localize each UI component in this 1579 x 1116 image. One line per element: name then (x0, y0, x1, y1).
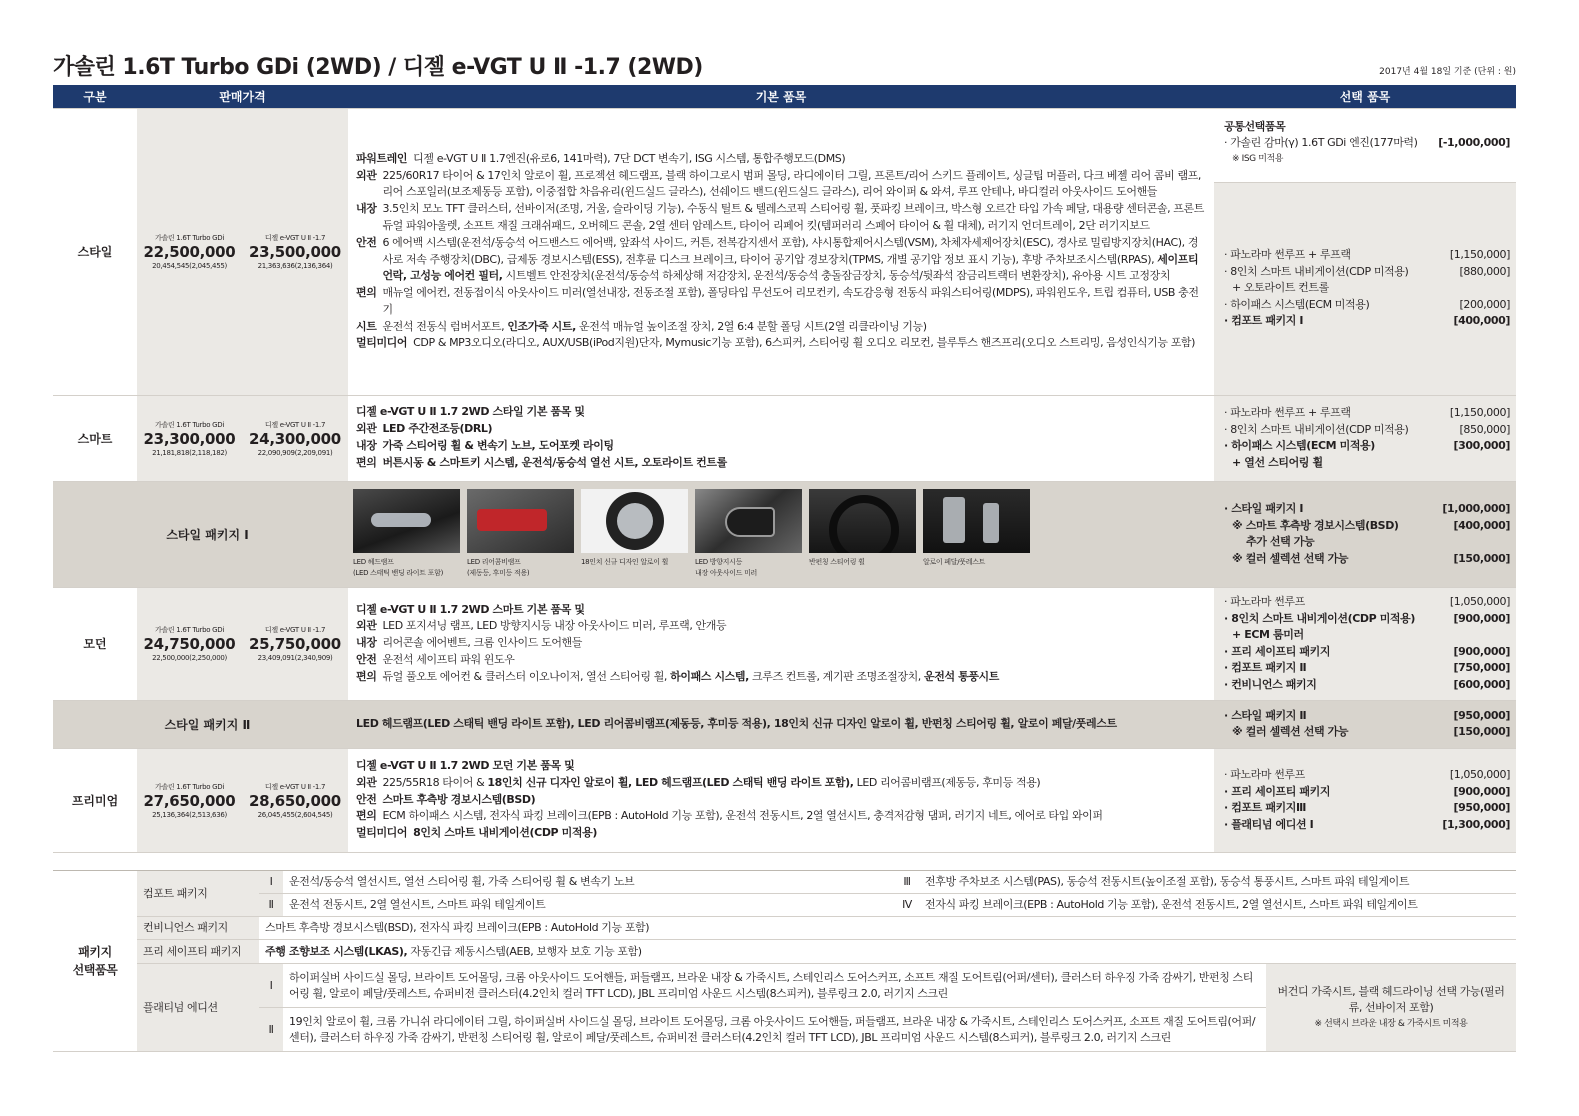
basic-items (348, 748, 1214, 852)
item-text: LED 리어콤비램프(제동등, 후미등 적용) (853, 775, 1041, 789)
package-number: Ⅳ (895, 894, 919, 917)
item-text-bold: 세이프티 언락, 고성능 에어컨 필터, (382, 252, 1199, 283)
option-price: [1,150,000] (1449, 406, 1510, 419)
engine-label: 가솔린 1.6T Turbo GDi (155, 626, 224, 634)
option-name: · 프리 세이프티 패키지 (1224, 644, 1331, 658)
header-basic: 기본 품목 (348, 85, 1214, 108)
option-price: [750,000] (1453, 661, 1510, 674)
engine-label: 가솔린 1.6T Turbo GDi (155, 782, 224, 791)
price-breakdown: 22,090,909(2,209,091) (257, 448, 333, 457)
option-name: ※ 컬러 셀렉션 선택 가능 (1232, 551, 1349, 565)
basic-head: 디젤 e-VGT U Ⅱ 1.7 2WD 모던 기본 품목 및 (356, 759, 575, 772)
price-value: 25,750,000 (249, 635, 341, 653)
item-text: LED 주간전조등(DRL) (382, 422, 493, 436)
option-name: · 컴포트 패키지 Ⅱ (1224, 661, 1307, 674)
item-label: 안전 (356, 652, 377, 666)
item-text: 시트벨트 안전장치(운전석/동승석 하체상해 저감장치, 운전석/동승석 충돌잠금장치, 동승석/뒷좌석 잠금리트랙터 변환장치), 유아용 시트 고정장치 (502, 269, 1171, 283)
item-text: 225/60R17 타이어 & 17인치 알로이 휠, 프로젝션 헤드램프, 블랙 하이그로시 범퍼 몰딩, 라디에이터 그릴, 프론트/리어 스키드 플레이트, 싱글팁 머플러, 다크 베젤 리어 콤비 램프, 리어 스포일러(보조제동등 포함), 이중접합 차음유리(윈드실드 글라스), 선쉐이드 밴드(윈드실드 글라스), 리어 와이퍼 & 와셔, 루프 안테나, 바디컬러 아웃사이드 도어핸들 (382, 168, 1202, 199)
option-name: · 8인치 스마트 내비게이션(CDP 미적용) (1224, 422, 1409, 436)
option-name: · 스타일 패키지 Ⅱ (1224, 708, 1307, 722)
price-value: 24,300,000 (249, 429, 341, 448)
option-name: · 하이패스 시스템(ECM 미적용) (1224, 297, 1370, 311)
package-content: 운전석/동승석 열선시트, 열선 스티어링 휠, 가죽 스티어링 휠 & 변속기 노브 (283, 871, 895, 894)
basic-head: 디젤 e-VGT U Ⅱ 1.7 2WD 스마트 기본 품목 및 (356, 602, 585, 616)
price-value: 24,750,000 (143, 635, 236, 653)
option-price: [1,050,000] (1449, 595, 1510, 608)
item-label: 시트 (356, 319, 377, 333)
item-label: 외관 (356, 168, 377, 182)
item-label: 안전 (356, 792, 377, 806)
option-name: · 컴포트 패키지 Ⅰ (1224, 314, 1304, 328)
price-value: 23,500,000 (249, 243, 341, 261)
price-breakdown: 20,454,545(2,045,455) (152, 262, 227, 270)
package-content: 19인치 알로이 휠, 크롬 가니쉬 라디에이터 그릴, 하이퍼실버 사이드실 몰딩, 브라이트 도어몰딩, 크롬 아웃사이드 도어핸들, 퍼들램프, 브라운 내장 & 가죽시트, 스테인리스 도어스커프, 소프트 재질 도어트림(어퍼/센터), 클러스터 하우징 가죽 감싸기, 반펀칭 스티어링 휠, 알로이 페달/풋레스트, 슈퍼비전 클러스터(4.2인치 컬러 TFT LCD), JBL 프리미엄 사운드 시스템(8스피커), 블루링크 2.0, 러기지 스크린 (283, 1008, 1266, 1052)
item-text: 운전석 전동식 럼버서포트, (382, 319, 508, 333)
item-label: 파워트레인 (356, 151, 408, 165)
option-price: [-1,000,000] (1438, 135, 1510, 149)
price-value: 22,500,000 (143, 243, 236, 261)
engine-label: 가솔린 1.6T Turbo GDi (155, 234, 224, 242)
package-content: 하이퍼실버 사이드실 몰딩, 브라이트 도어몰딩, 크롬 아웃사이드 도어핸들, 퍼들램프, 브라운 내장 & 가죽시트, 스테인리스 도어스커프, 소프트 재질 도어트림(어퍼/센터), 클러스터 하우징 가죽 감싸기, 반펀칭 스티어링 휠, 알로이 페달/풋레스트, 슈퍼비전 클러스터(4.2인치 컬러 TFT LCD), JBL 프리미엄 사운드 시스템(8스피커), 블루링크 2.0, 러기지 스크린 (283, 964, 1266, 1008)
package-photos (348, 481, 1214, 587)
option-name: ※ 스마트 후측방 경보시스템(BSD) (1232, 518, 1399, 532)
header-price: 판매가격 (137, 85, 348, 108)
photo-led-mirror: LED 방향지시등 내장 아웃사이드 미러 (695, 489, 802, 579)
package-section-title: 패키지 선택품목 (53, 871, 137, 1052)
item-label: 내장 (356, 439, 377, 452)
page-title: 가솔린 1.6T Turbo GDi (2WD) / 디젤 e-VGT U Ⅱ -1.7 (2WD) (53, 55, 703, 80)
engine-label: 디젤 e-VGT U Ⅱ -1.7 (264, 782, 326, 791)
item-text: 6 에어백 시스템(운전석/동승석 어드밴스드 에어백, 앞좌석 사이드, 커튼, 전복감지센서 포함), 샤시통합제어시스템(VSM), 차체자세제어장치(ESC), 경사로 밀림방지장치(HAC), 경사로 저속 주행장치(DBC), 급제동 경보시스템(ESS), 전후륜 디스크 브레이크, 타이어 공기압 경보장치(TPMS, 개별 공기압 정보 표시 기능), 후방 주차보조시스템(RPAS), (382, 235, 1199, 266)
option-name: · 파노라마 썬루프 + 루프랙 (1224, 406, 1351, 419)
option-price: [150,000] (1453, 725, 1510, 738)
burgundy-note: ※ 선택시 브라운 내장 & 가죽시트 미적용 (1314, 1018, 1468, 1029)
package-content: 전후방 주차보조 시스템(PAS), 동승석 전동시트(높이조절 포함), 동승석 통풍시트, 스마트 파워 테일게이트 (919, 871, 1516, 894)
style-options (1214, 183, 1516, 395)
style-package-2-row (53, 700, 1516, 748)
option-price: [300,000] (1453, 439, 1510, 452)
option-price: [600,000] (1453, 677, 1510, 691)
price-diesel (242, 587, 348, 700)
item-label: 편의 (356, 455, 377, 469)
option-price: [400,000] (1453, 314, 1510, 328)
package-name: 스타일 패키지 Ⅰ (53, 481, 348, 587)
option-name: · 가솔린 감마(γ) 1.6T GDi 엔진(177마력) (1224, 135, 1418, 149)
option-name: · 8인치 스마트 내비게이션(CDP 미적용) (1224, 264, 1409, 278)
package-1-options (1214, 481, 1516, 587)
price-value: 28,650,000 (249, 791, 341, 810)
package-2-items: LED 헤드램프(LED 스태틱 밴딩 라이트 포함), LED 리어콤비램프(제동등, 후미등 적용), 18인치 신규 디자인 알로이 휠, 반펀칭 스티어링 휠, 알로이 페달/풋레스트 (348, 700, 1214, 748)
price-diesel (242, 108, 348, 395)
trim-name: 스타일 (53, 108, 137, 395)
trim-name: 모던 (53, 587, 137, 700)
option-price: [950,000] (1453, 708, 1510, 722)
item-label: 멀티미디어 (356, 826, 408, 840)
price-gas (137, 395, 242, 481)
free-safety-package-label: 프리 세이프티 패키지 (137, 940, 259, 964)
price-breakdown: 21,181,818(2,118,182) (152, 448, 227, 457)
option-name: · 컨비니언스 패키지 (1224, 677, 1317, 691)
item-label: 내장 (356, 202, 377, 216)
trim-row-premium (53, 748, 1516, 852)
option-price: [950,000] (1453, 801, 1510, 814)
convenience-package-label: 컨비니언스 패키지 (137, 917, 259, 940)
item-text: ECM 하이패스 시스템, 전자식 파킹 브레이크(EPB : AutoHold 기능 포함), 운전석 전동시트, 2열 열선시트, 충격저감형 댐퍼, 러기지 네트, 에어로 타입 와이퍼 (382, 809, 1103, 823)
option-price: [1,150,000] (1449, 248, 1510, 262)
item-label: 멀티미디어 (356, 336, 408, 350)
photo-led-headlamp: LED 헤드램프 (LED 스태틱 밴딩 라이트 포함) (353, 489, 460, 579)
item-label: 편의 (356, 809, 377, 823)
item-text-bold: 운전석 통풍시트 (924, 669, 1000, 683)
options-cell (1214, 108, 1516, 395)
price-value: 27,650,000 (143, 791, 236, 810)
package-name: 스타일 패키지 Ⅱ (53, 700, 348, 748)
item-label: 외관 (356, 422, 377, 436)
option-name: · 스타일 패키지 Ⅰ (1224, 502, 1304, 515)
package-number: Ⅱ (259, 894, 283, 917)
item-text: 듀얼 풀오토 에어컨 & 클러스터 이오나이저, 열선 스티어링 휠, (382, 669, 671, 683)
item-text: 스마트 후측방 경보시스템(BSD) (382, 792, 536, 806)
option-note: ※ ISG 미적용 (1232, 153, 1284, 164)
option-price: [900,000] (1453, 644, 1510, 658)
item-text: 매뉴얼 에어컨, 전동접이식 아웃사이드 미러(열선내장, 전동조절 포함), 폴딩타입 무선도어 리모컨키, 속도감응형 전동식 파워스티어링(MDPS), 파워윈도우, 트립 컴퓨터, USB 충전기 (382, 286, 1199, 316)
item-text: 8인치 스마트 내비게이션(CDP 미적용) (413, 826, 597, 840)
option-name: · 하이패스 시스템(ECM 미적용) (1224, 439, 1375, 452)
price-breakdown: 22,500,000(2,250,000) (152, 654, 227, 662)
modern-options (1214, 587, 1516, 700)
package-content: 주행 조향보조 시스템(LKAS), 자동긴급 제동시스템(AEB, 보행자 보호 기능 포함) (259, 940, 1516, 964)
item-text: 225/55R18 타이어 & (382, 775, 488, 789)
smart-options (1214, 395, 1516, 481)
engine-label: 디젤 e-VGT U Ⅱ -1.7 (264, 234, 326, 242)
header-option: 선택 품목 (1214, 85, 1516, 108)
burgundy-option: 버건디 가죽시트, 블랙 헤드라이닝 선택 가능(필러류, 선바이저 포함) ※ 선택시 브라운 내장 & 가죽시트 미적용 (1266, 964, 1516, 1052)
price-diesel (242, 748, 348, 852)
package-number: Ⅱ (259, 1008, 283, 1052)
option-price: [900,000] (1453, 784, 1510, 798)
header-gubun: 구분 (53, 85, 137, 108)
item-text: 운전석 세이프티 파워 윈도우 (382, 652, 515, 666)
trim-row-style (53, 108, 1516, 395)
photo-alloy-pedal: 알로이 페달/풋레스트 (923, 489, 1030, 579)
comfort-package-label: 컴포트 패키지 (137, 871, 259, 917)
price-value: 23,300,000 (143, 429, 236, 448)
item-text: 운전석 매뉴얼 높이조절 장치, 2열 6:4 분할 폴딩 시트(2열 리클라이닝 기능) (575, 319, 927, 333)
option-name: · 프리 세이프티 패키지 (1224, 784, 1331, 798)
option-name: + 오토라이트 컨트롤 (1232, 281, 1329, 295)
option-price: [150,000] (1453, 551, 1510, 565)
option-name: · 파노라마 썬루프 (1224, 768, 1305, 781)
price-breakdown: 23,409,091(2,340,909) (257, 654, 333, 662)
photo-steering-wheel: 반펀칭 스티어링 휠 (809, 489, 916, 579)
item-label: 편의 (356, 286, 377, 300)
item-text: 디젤 e-VGT U Ⅱ 1.7엔진(유로6, 141마력), 7단 DCT 변속기, ISG 시스템, 통합주행모드(DMS) (413, 151, 846, 165)
item-text-bold: 18인치 신규 디자인 알로이 휠, LED 헤드램프(LED 스태틱 밴딩 라이트 포함), (487, 775, 854, 789)
option-name: · 8인치 스마트 내비게이션(CDP 미적용) (1224, 611, 1416, 625)
option-price: [1,300,000] (1442, 817, 1510, 831)
platinum-edition-label: 플래티넘 에디션 (137, 964, 259, 1052)
item-text: 3.5인치 모노 TFT 클러스터, 선바이저(조명, 거울, 슬라이딩 기능), 수동식 틸트 & 텔레스코픽 스티어링 휠, 풋파킹 브레이크, 박스형 오르간 타입 가속 페달, 대용량 센터콘솔, 프론트 듀얼 파워아울렛, 소프트 재질 크래쉬패드, 오버헤드 콘솔, 2열 센터 암레스트, 타이어 리페어 킷(템퍼러리 스페어 타이어 & 휠 대체), 러기지 언더트레이, 2단 러기지보드 (382, 202, 1204, 232)
package-number: Ⅰ (259, 871, 283, 894)
price-diesel (242, 395, 348, 481)
engine-label: 가솔린 1.6T Turbo GDi (155, 420, 224, 429)
option-name: ※ 컬러 셀렉션 선택 가능 (1232, 725, 1349, 738)
item-text-bold: 인조가죽 시트, (507, 319, 576, 333)
trim-row-smart (53, 395, 1516, 481)
price-breakdown: 21,363,636(2,136,364) (257, 262, 333, 270)
basic-head: 디젤 e-VGT U Ⅱ 1.7 2WD 스타일 기본 품목 및 (356, 405, 585, 419)
item-text: 가죽 스티어링 휠 & 변속기 노브, 도어포켓 라이팅 (382, 439, 614, 452)
option-name: · 파노라마 썬루프 + 루프랙 (1224, 248, 1351, 262)
option-price: [400,000] (1453, 518, 1510, 532)
premium-options (1214, 748, 1516, 852)
option-price: [900,000] (1453, 611, 1510, 625)
price-gas (137, 108, 242, 395)
option-name: · 플래티넘 에디션 Ⅰ (1224, 817, 1314, 831)
engine-label: 디젤 e-VGT U Ⅱ -1.7 (264, 626, 326, 634)
trim-name: 프리미엄 (53, 748, 137, 852)
item-text: CDP & MP3오디오(라디오, AUX/USB(iPod지원)단자, Mymusic기능 포함), 6스피커, 스티어링 휠 오디오 리모컨, 블루투스 핸즈프리(오디오 스트리밍, 음성인식기능 포함) (413, 336, 1196, 350)
option-price: [880,000] (1459, 264, 1510, 278)
photo-led-rear-lamp: LED 리어콤비램프 (제동등, 후미등 적용) (467, 489, 574, 579)
package-content: 운전석 전동시트, 2열 열선시트, 스마트 파워 테일게이트 (283, 894, 895, 917)
item-label: 내장 (356, 636, 377, 650)
option-name: + ECM 룸미러 (1232, 628, 1304, 641)
common-title: 공통선택품목 (1224, 119, 1286, 133)
basic-items (348, 395, 1214, 481)
option-name: 추가 선택 가능 (1246, 535, 1315, 548)
option-price: [1,000,000] (1442, 502, 1510, 515)
item-text: 리어콘솔 에어벤트, 크롬 인사이드 도어핸들 (382, 636, 583, 650)
price-gas (137, 587, 242, 700)
item-text: 버튼시동 & 스마트키 시스템, 운전석/동승석 열선 시트, 오토라이트 컨트롤 (382, 455, 727, 469)
photo-alloy-wheel: 18인치 신규 디자인 알로이 휠 (581, 489, 688, 579)
basic-items (348, 587, 1214, 700)
engine-label: 디젤 e-VGT U Ⅱ -1.7 (264, 420, 326, 429)
item-text: LED 포지셔닝 램프, LED 방향지시등 내장 아웃사이드 미러, 루프랙, 안개등 (382, 619, 727, 633)
package-number: Ⅲ (895, 871, 919, 894)
option-price: [850,000] (1459, 422, 1510, 436)
item-text: 크루즈 컨트롤, 계기판 조명조절장치, (748, 669, 924, 683)
price-breakdown: 25,136,364(2,513,636) (152, 810, 227, 819)
package-content: 스마트 후측방 경보시스템(BSD), 전자식 파킹 브레이크(EPB : AutoHold 기능 포함) (259, 917, 1516, 940)
common-options (1214, 109, 1516, 183)
option-price: [200,000] (1459, 297, 1510, 311)
option-name: · 컴포트 패키지Ⅲ (1224, 801, 1306, 814)
option-name: · 파노라마 썬루프 (1224, 595, 1305, 608)
item-label: 안전 (356, 235, 377, 249)
trim-row-modern (53, 587, 1516, 700)
item-label: 편의 (356, 669, 377, 683)
date-note: 2017년 4월 18일 기준 (단위 : 원) (1379, 67, 1516, 77)
package-number: Ⅰ (259, 964, 283, 1008)
style-package-1-row (53, 481, 1516, 587)
package-2-options (1214, 700, 1516, 748)
item-label: 외관 (356, 775, 377, 789)
package-content: 전자식 파킹 브레이크(EPB : AutoHold 기능 포함), 운전석 전동시트, 2열 열선시트, 스마트 파워 테일게이트 (919, 894, 1516, 917)
item-text-bold: 하이패스 시스템, (670, 669, 749, 683)
option-name: + 열선 스티어링 휠 (1232, 455, 1323, 469)
table-header (53, 85, 1516, 108)
trim-name: 스마트 (53, 395, 137, 481)
price-gas (137, 748, 242, 852)
basic-items (348, 108, 1214, 395)
price-breakdown: 26,045,455(2,604,545) (257, 810, 333, 819)
item-label: 외관 (356, 619, 377, 633)
option-price: [1,050,000] (1449, 768, 1510, 781)
package-options-table (53, 870, 1516, 1052)
price-table (53, 85, 1516, 853)
